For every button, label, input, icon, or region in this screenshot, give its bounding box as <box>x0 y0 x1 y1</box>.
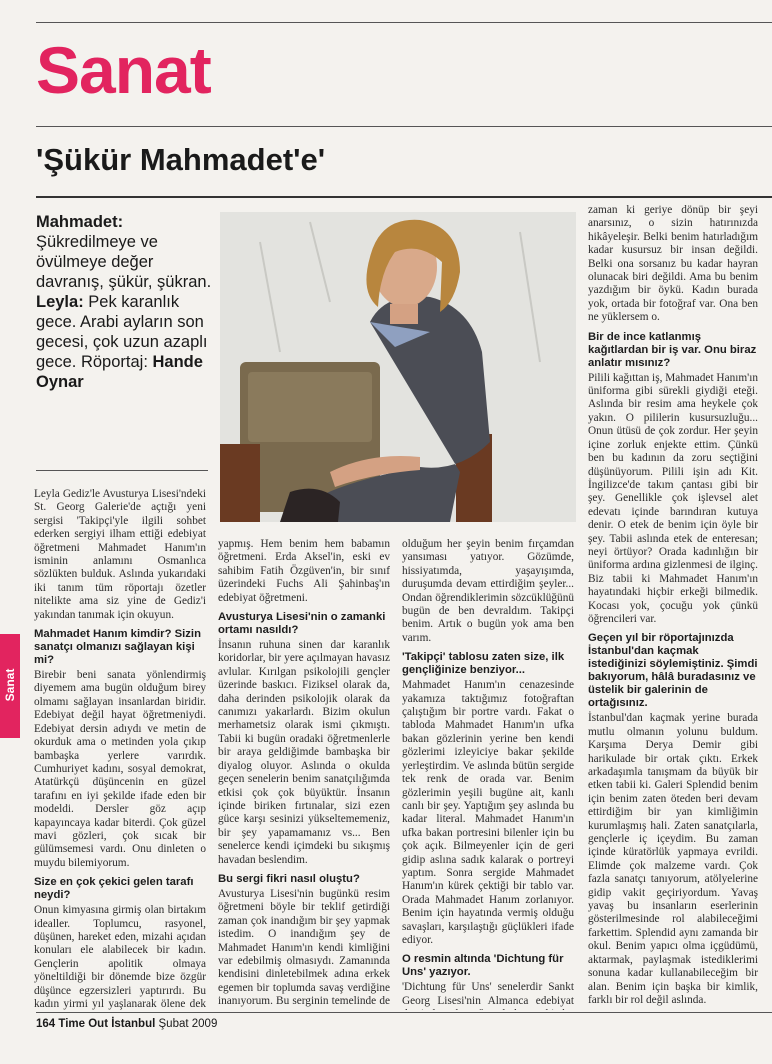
answer-6-continued: zaman ki geriye dönüp bir şeyi anarsınız, o sizin hatırınızda hikâyeleşir. Belki benim hatırladığım kadar kusursuz bir insan değildi. Belki ona sorsanız bu kadar hayran olunacak biri değildi. Ama bu benim yazdığım bir öykü. Kadın burada yok, ortada bir fotoğraf var. Ona ben ne yüklersem o. <box>588 204 758 324</box>
question-8: Geçen yıl bir röportajınızda İstanbul'dan kaçmak istediğinizi söylemiştiniz. Şimdi bakıyorum, hâlâ buradasınız ve üstelik bir galerinin de ortağısınız. <box>588 632 758 710</box>
column-4 <box>588 204 758 1010</box>
interviewer-name: Hande Oynar <box>36 353 203 391</box>
article-headline: 'Şükür Mahmadet'e' <box>36 142 326 177</box>
mahmadet-definition: Şükredilmeye ve övülmeye değer davranış, şükür, şükran. <box>36 233 212 291</box>
footer-rule <box>36 1012 772 1013</box>
answer-6: 'Dichtung für Uns' senelerdir Sankt Georg Lisesi'nin Almanca edebiyat <box>402 981 574 1007</box>
question-5: 'Takipçi' tablosu zaten size, ilk gençliğinize benziyor... <box>402 651 565 677</box>
section-side-tab <box>0 634 20 738</box>
question-2: Size en çok çekici gelen tarafı neydi? <box>34 876 194 902</box>
portrait-illustration <box>220 212 576 522</box>
intro-rule <box>36 470 208 471</box>
question-7: Bir de ince katlanmış kağıtlardan bir iş var. Onu biraz anlatır mısınız? <box>588 330 757 369</box>
interview-label: Röportaj: <box>80 353 148 371</box>
page-number: 164 <box>36 1018 56 1030</box>
column-3 <box>402 538 574 1010</box>
header-rule <box>36 126 772 127</box>
side-tab-label: Sanat <box>3 668 17 702</box>
answer-4-continued: olduğum her şeyin benim fırçamdan yansıması yatıyor. Gözümde, hissiyatımda, yaşayışımda, duruşumda devam ettirdiğim şeyler... Ondan öğrendiklerimin sözcüklüğünü bugün de ben devraldım. Takipçi benim. Artık o bugün yok ama ben varım. <box>402 538 574 644</box>
intro-block <box>36 212 212 392</box>
lead-paragraph: Leyla Gediz'le Avusturya Lisesi'ndeki St. Georg Galerie'de açtığı yeni sergisi 'Takipçi'yle ilgili sohbet ederken sergiyi ilham ettiği edebiyat öğretmeni Mahmadet Hanım'ın isminin anlamını Osmanlıca sözlükten bulduk. Aslında yukarıdaki iki tanım tüm röportajı özetler nitelikte ama siz yine de Gediz'i yakından tanımak için okuyun. <box>34 488 206 621</box>
page-footer <box>36 1018 217 1030</box>
answer-2: Onun kimyasına girmiş olan birtakım idealler. Toplumcu, rasyonel, düşünen, hareket eden, mizahi açıdan konuları ele alabilecek bir kadın. Gençlerin apolitik olmaya yöneltildiği bir dönemde bize özgür düşünce egzersizleri yaptırırdı. Bu kadın yirmi yıl yaşlanarak ölene dek <box>34 904 206 1010</box>
answer-7: Pilili kağıttan iş, Mahmadet Hanım'ın üniforma gibi sürekli giydiği eteği. Aslında bir resim ama heykele çok yakın. O pililerin kusursuzluğu... Onun ütüsü de çok zordur. Her şeyin içine zorluk enjekte ettim. Çünkü ben bu kadının da zoru seçtiğini düşünüyorum. Pilili işin adı Kit. İngilizce'de takım çantası gibi bir şey. Genellikle çok işlevsel alet edevatı içinde barındıran kutuya denir. O etek de benim için öyle bir şey. Tabii aslında etek de enteresan; neyi örtüyor? Orada kadınlığın bir üniforma ardına gizlenmesi de ilginç. Biz tabii ki Mahmadet Hanım'ın hayatındaki hiçbir erkeği bilmedik. Kocası yok, çocuğu yok çünkü öğrencileri var. <box>588 371 758 625</box>
mahmadet-label: Mahmadet: <box>36 213 124 231</box>
answer-5: Mahmadet Hanım'ın cenazesinde yakamıza taktığımız fotoğraftan çalıştığım bir portre vardı. Fakat o tabloda Mahmadet Hanım'ın ufka bakan gözlerinin yerine ben kendi gözlerimi izleyiciye bakar şekilde yerleştirdim. Ve aslında bütün sergide tek renk de orada var. Benim gözlerimin yeşili bugüne ait, kanlı canlı bir şey. Yaptığım şey aslında bu kadar literal. Mahmadet Hanım'ın ufka bakan portresini bilenler için bu çok açık. Bilmeyenler için de geri gidip aslına sadık kalarak o portreyi yaptım. Sonra sergide Mahmadet Hanım'ın kürek çektiği bir tablo var. Orada Mahmadet Hanım zorlanıyor. Benim için hayatında vermiş olduğu savaşları, karşılaştığı güçlükleri ifade ediyor. <box>402 679 574 946</box>
answer-4: Avusturya Lisesi'nin bugünkü resim öğretmeni böyle bir teklif getirdiği zaman çok inandığım bir şey yapmak istedim. O inandığım şey de Mahmadet Hanım'ın kendi kimliğini var edebilmiş olmasıydı. Zamanında kendisini dinletebilmek adına erkek egemen bir toplumda savaş verdiğine inanıyorum. Bu serginin temelinde de <box>218 887 390 1008</box>
column-2 <box>218 538 390 1010</box>
headline-rule <box>36 196 772 198</box>
answer-2-continued: yapmış. Hem benim hem babamın öğretmeni. Erda Aksel'in, eski ev sahibim Fatih Özgüven'in, bir sınıf üzerindeki Fuchs Ali Şahinbaş'ın edebiyat öğretmeni. <box>218 538 390 604</box>
leyla-definition: Pek karanlık gece. Arabi ayların son gecesi, çok uzun azaplı gece. <box>36 293 208 371</box>
question-4: Bu sergi fikri nasıl oluştu? <box>218 872 360 885</box>
column-1 <box>34 488 206 1010</box>
top-rule <box>36 22 772 23</box>
answer-8: İstanbul'dan kaçmak yerine burada mutlu olmanın yolunu buldum. Karşıma Derya Demir gibi harikulade bir ortak çıktı. Erkek arkadaşımla tanışmam da büyük bir etken tabii ki. Galeri Splendid benim için benim zaten öteden beri devam ettirdiğim bir yan kimliğimin kurumlaşmış hali. Zaten sanatçılarla, gençlerle iç içeydim. Bu zaman içinde küratörlük yapmaya evrildi. Elimde çok malzeme vardı. Çok fazla sanatçı tanıyorum, atölyelerine gidip vakit geçiriyordum. Yavaş yavaş bu insanların eserlerinin gösterilmesinde rol alabileceğimi farkettim. Splendid aynı zamanda bir okul. Benim yapıcı olma içgüdümü, aktarmak, paylaşmak istediklerimi sonuna kadar kullanabileceğim bir alan. Benim için başka bir kimlik, farklı bir rol değil aslında. <box>588 712 758 1006</box>
publication-name: Time Out İstanbul <box>58 1018 156 1030</box>
issue-date: Şubat 2009 <box>158 1018 218 1030</box>
answer-3: İnsanın ruhuna sinen dar karanlık koridorlar, bir yere açılmayan havasız avlular. Kırılgan psikolojili gençler üzerinde baskıcı. Fiziksel olarak da, daha derinden psikolojik olarak da canımızı yakarlardı. Bizim okulun merhametsiz olarak ismi çıkmıştı. Tabii ki bugün oradaki öğretmenlerle bir araya geldiğimde bambaşka bir diyalog oluyor. Aslında o okulda geçen senelerin benim sanatçılığımda etkisi çok çok büyüktür. İnsanın içinde biriken fırtınalar, sizi ezen güce karşı sesinizi yükseltememeniz, bir şey yapamamanız vs... Ben senelerce kendi içimdeki bu sıkışmış havadan beslendim. <box>218 639 390 866</box>
artist-photo <box>220 212 576 522</box>
question-1: Mahmadet Hanım kimdir? Sizin sanatçı olmanızı sağlayan kişi mi? <box>34 628 201 667</box>
section-title: Sanat <box>36 33 211 107</box>
leyla-label: Leyla: <box>36 293 84 311</box>
question-6: O resmin altında 'Dichtung für Uns' yazıyor. <box>402 953 564 979</box>
answer-1: Birebir beni sanata yönlendirmiş diyemem ama bugün olduğum birey olmamı sağlayan insanlardan biridir. Edebiyat değil hayat öğretmeniydi. Edebiyat dersin adıydı ve metin de okurduk ama o metinden yola çıkıp bambaşka yerlere varırdık. Cumhuriyet kadını, sosyal demokrat, Atatürkçü düşüncenin en güzel tarafını en iyi şekilde ifade eden bir modeldi. Dersler göz açıp kapayıncaya kadar biterdi. Çok güzel mavi gözleri, çok sıcak bir gülümsemesi vardı. Onu dinleten o muydu bilemiyorum. <box>34 669 206 869</box>
question-3: Avusturya Lisesi'nin o zamanki ortamı nasıldı? <box>218 611 386 637</box>
